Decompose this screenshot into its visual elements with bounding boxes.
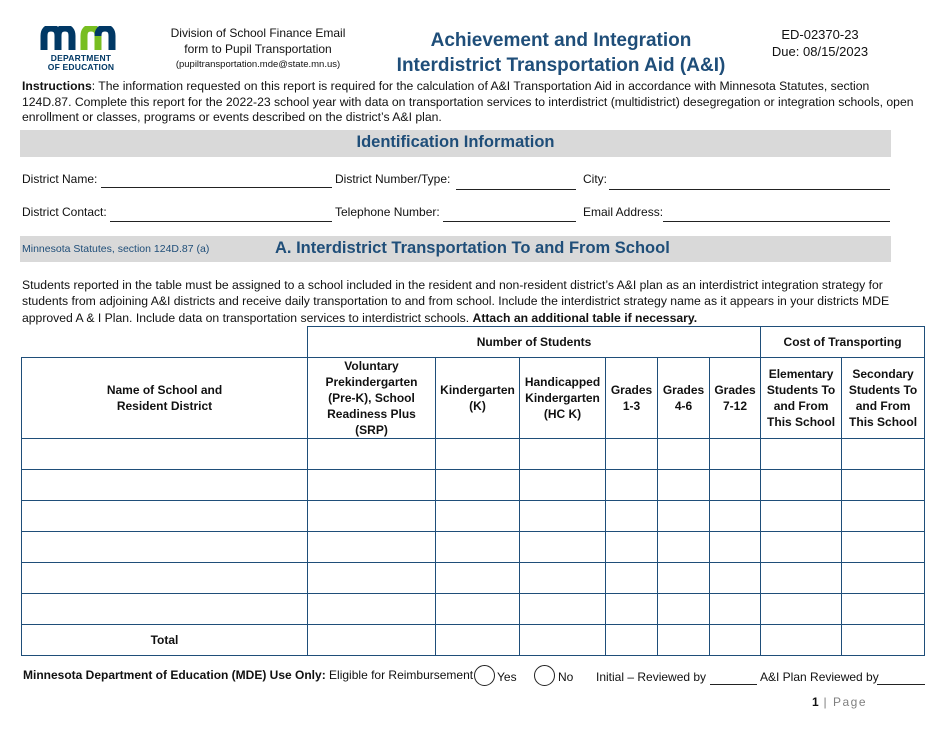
- table-cell[interactable]: [436, 594, 520, 625]
- initial-reviewed-label: Initial – Reviewed by: [596, 670, 707, 684]
- table-cell[interactable]: [520, 625, 606, 656]
- table-cell[interactable]: [761, 470, 842, 501]
- initial-reviewed-field[interactable]: [710, 684, 757, 685]
- identification-bar: [20, 130, 891, 157]
- col-kindergarten: Kindergarten (K): [436, 358, 520, 439]
- identification-heading: Identification Information: [356, 133, 555, 151]
- table-row: [22, 532, 925, 563]
- table-cell[interactable]: [520, 501, 606, 532]
- section-a-paragraph: Students reported in the table must be assigned to a school included in the resident and non-resident district’s A&I plan as an interdistrict integration strategy for students from adjoining A&I districts and receive daily transportation to and from school. Include the interdistrict strategy name as it appears in your districts MDE approved A & I Plan. Include data on transportation services to interdistrict schools. Attach an additional table if necessary.: [22, 278, 890, 325]
- table-cell[interactable]: [308, 532, 436, 563]
- table-cell[interactable]: [22, 594, 308, 625]
- table-cell[interactable]: [436, 625, 520, 656]
- no-radio[interactable]: [534, 665, 555, 686]
- district-number-label: District Number/Type:: [335, 172, 451, 186]
- mde-use-only: Minnesota Department of Education (MDE) Use Only: Eligible for Reimbursement: [23, 668, 474, 682]
- telephone-field[interactable]: [443, 221, 576, 222]
- table-cell[interactable]: [842, 563, 925, 594]
- table-cell[interactable]: [22, 563, 308, 594]
- table-cell[interactable]: [606, 470, 658, 501]
- table-cell[interactable]: [436, 470, 520, 501]
- district-contact-field[interactable]: [110, 221, 332, 222]
- table-cell[interactable]: [606, 532, 658, 563]
- table-cell[interactable]: [658, 439, 710, 470]
- table-cell[interactable]: [606, 563, 658, 594]
- division-email: (pupiltransportation.mde@state.mn.us): [175, 59, 341, 70]
- table-cell[interactable]: [761, 563, 842, 594]
- table-cell[interactable]: [308, 439, 436, 470]
- table-cell[interactable]: [710, 625, 761, 656]
- section-a-heading: A. Interdistrict Transportation To and From School: [275, 239, 670, 257]
- table-cell[interactable]: [761, 532, 842, 563]
- table-cell[interactable]: [658, 501, 710, 532]
- section-a-bar: [20, 236, 891, 262]
- plan-reviewed-label: A&I Plan Reviewed by: [760, 670, 879, 684]
- table-cell[interactable]: [436, 439, 520, 470]
- table-cell[interactable]: [606, 594, 658, 625]
- yes-radio[interactable]: [474, 665, 495, 686]
- table-cell[interactable]: [842, 594, 925, 625]
- col-secondary-cost: Secondary Students To and From This School: [842, 358, 925, 439]
- district-contact-label: District Contact:: [22, 205, 107, 219]
- table-cell[interactable]: [658, 470, 710, 501]
- form-number: ED-02370-23 Due: 08/15/2023: [771, 27, 869, 59]
- form-title: Achievement and Integration Interdistrict Transportation Aid (A&I): [396, 30, 726, 76]
- table-cell[interactable]: [22, 470, 308, 501]
- table-cell[interactable]: [710, 532, 761, 563]
- email-label: Email Address:: [583, 205, 664, 219]
- table-cell[interactable]: [308, 501, 436, 532]
- table-cell[interactable]: [842, 501, 925, 532]
- table-cell[interactable]: [761, 439, 842, 470]
- table-cell[interactable]: [658, 625, 710, 656]
- table-cell[interactable]: [308, 594, 436, 625]
- blank-corner: [22, 327, 308, 358]
- table-cell[interactable]: [761, 594, 842, 625]
- table-cell[interactable]: [22, 532, 308, 563]
- table-cell[interactable]: [761, 625, 842, 656]
- number-of-students-header: Number of Students: [308, 327, 761, 358]
- table-cell[interactable]: [520, 594, 606, 625]
- table-cell[interactable]: [842, 532, 925, 563]
- table-cell[interactable]: [658, 532, 710, 563]
- city-field[interactable]: [609, 189, 890, 190]
- table-cell[interactable]: [710, 594, 761, 625]
- col-grades-7-12: Grades 7-12: [710, 358, 761, 439]
- page-number: 1 | Page: [812, 695, 868, 709]
- table-cell[interactable]: [308, 563, 436, 594]
- transport-table: [21, 326, 925, 656]
- col-prek: Voluntary Prekindergarten (Pre-K), School Readiness Plus (SRP): [308, 358, 436, 439]
- table-cell[interactable]: [436, 532, 520, 563]
- table-cell[interactable]: [658, 594, 710, 625]
- table-cell[interactable]: [710, 470, 761, 501]
- district-name-label: District Name:: [22, 172, 98, 186]
- table-cell[interactable]: [520, 470, 606, 501]
- table-cell[interactable]: [520, 439, 606, 470]
- yes-label: Yes: [497, 670, 517, 684]
- table-cell[interactable]: [761, 501, 842, 532]
- total-label: Total: [22, 625, 308, 656]
- table-cell[interactable]: [710, 501, 761, 532]
- table-cell[interactable]: [710, 439, 761, 470]
- table-cell[interactable]: [308, 470, 436, 501]
- table-cell[interactable]: [710, 563, 761, 594]
- table-cell[interactable]: [22, 439, 308, 470]
- table-cell[interactable]: [842, 625, 925, 656]
- division-info: Division of School Finance Email form to Pupil Transportation (pupiltransportation.mde@state.mn.us): [150, 25, 366, 73]
- table-cell[interactable]: [520, 532, 606, 563]
- table-cell[interactable]: [308, 625, 436, 656]
- total-row: [22, 625, 925, 656]
- city-label: City:: [583, 172, 607, 186]
- table-row: [22, 563, 925, 594]
- table-cell[interactable]: [658, 563, 710, 594]
- table-row: [22, 594, 925, 625]
- table-cell[interactable]: [842, 439, 925, 470]
- plan-reviewed-field[interactable]: [877, 684, 925, 685]
- district-number-field[interactable]: [456, 189, 576, 190]
- telephone-label: Telephone Number:: [335, 205, 440, 219]
- table-cell[interactable]: [436, 501, 520, 532]
- district-name-field[interactable]: [101, 187, 332, 188]
- table-cell[interactable]: [842, 470, 925, 501]
- table-row: [22, 501, 925, 532]
- col-handicapped-k: Handicapped Kindergarten (HC K): [520, 358, 606, 439]
- table-cell[interactable]: [436, 563, 520, 594]
- cost-header: Cost of Transporting: [761, 327, 925, 358]
- table-cell[interactable]: [606, 501, 658, 532]
- table-cell[interactable]: [606, 439, 658, 470]
- col-elementary-cost: Elementary Students To and From This School: [761, 358, 842, 439]
- col-school-name: Name of School and Resident District: [22, 358, 308, 439]
- logo-text: DEPARTMENT OF EDUCATION: [47, 53, 115, 72]
- table-cell[interactable]: [22, 501, 308, 532]
- table-row: [22, 470, 925, 501]
- col-grades-1-3: Grades 1-3: [606, 358, 658, 439]
- no-label: No: [558, 670, 574, 684]
- table-cell[interactable]: [606, 625, 658, 656]
- statute-reference: Minnesota Statutes, section 124D.87 (a): [22, 243, 210, 255]
- col-grades-4-6: Grades 4-6: [658, 358, 710, 439]
- instructions: Instructions: The information requested on this report is required for the calculation of A&I Transportation Aid in accordance with Minnesota Statutes, section 124D.87. Complete this report for the 2022-23 school year with data on transportation services to interdistrict (multidistrict) desegregation or integration schools, open enrollment or classes, programs or events described on the district’s A&I plan.: [22, 79, 914, 125]
- table-row: [22, 439, 925, 470]
- email-field[interactable]: [663, 221, 890, 222]
- table-cell[interactable]: [520, 563, 606, 594]
